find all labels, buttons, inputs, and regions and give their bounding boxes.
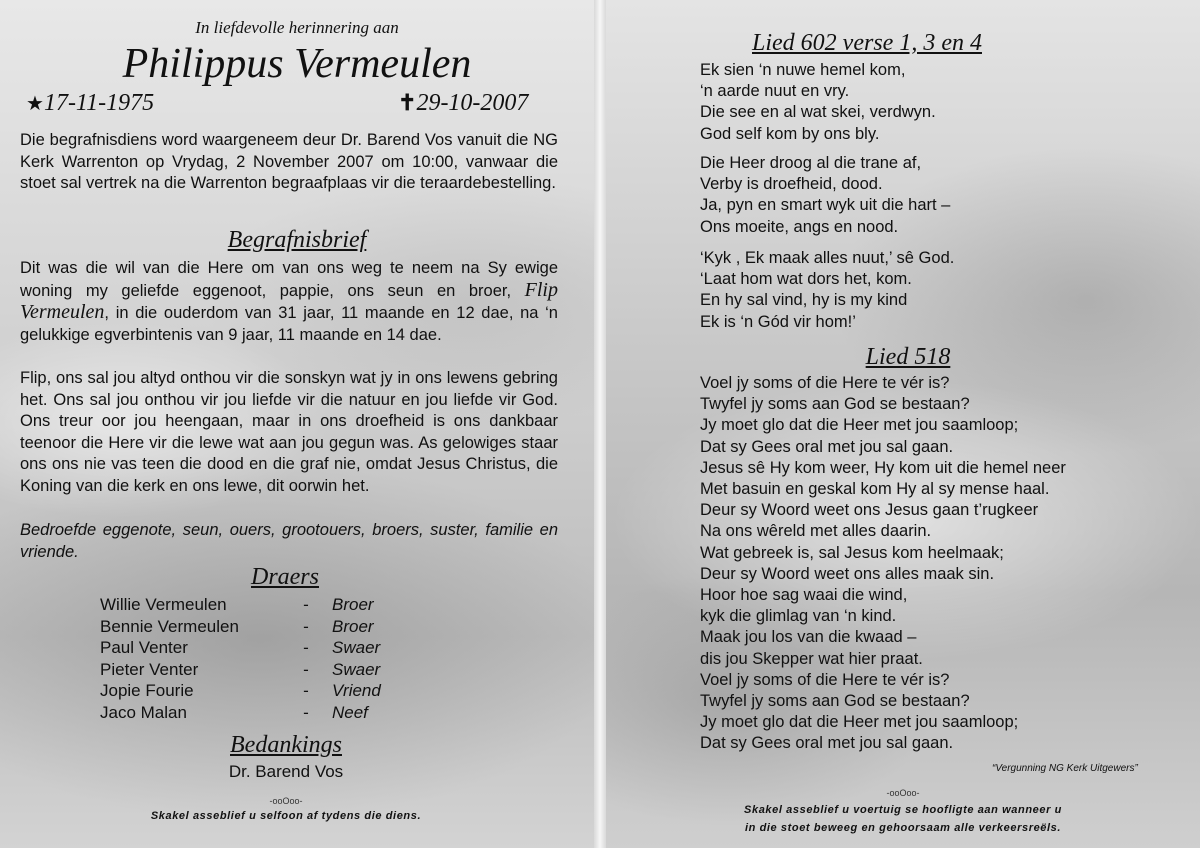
- bearer-name: Jopie Fourie: [100, 681, 194, 701]
- bearer-name: Jaco Malan: [100, 702, 187, 722]
- verse-line: Die Heer droog al die trane af,: [700, 154, 922, 172]
- verse-line: Deur sy Woord weet ons alles maak sin.: [700, 564, 995, 583]
- bearer-row: [100, 702, 381, 724]
- verse-line: Na ons wêreld met alles daarin.: [700, 522, 932, 541]
- bearer-dash: -: [303, 681, 309, 701]
- verse-line: Dat sy Gees oral met jou sal gaan.: [700, 437, 954, 456]
- thanks-heading: Bedankings: [230, 732, 342, 758]
- phone-notice: Skakel asseblief u selfoon af tydens die diens.: [150, 810, 422, 822]
- bearer-relation: Swaer: [332, 659, 381, 679]
- verse-line: ‘n aarde nuut en vry.: [700, 82, 850, 101]
- deceased-name: Philippus Vermeulen: [122, 41, 472, 87]
- bearer-relation: Broer: [332, 595, 374, 614]
- verse-line: Twyfel jy soms aan God se bestaan?: [700, 692, 970, 711]
- bearers-table: [100, 594, 381, 724]
- letter-text-part2: , in die ouderdom van 31 jaar, 11 maande en 12 dae, na ‘n gelukkige egverbintenis van 9 jaar, 11 maande en 14 dae.: [20, 304, 558, 344]
- bearer-dash: -: [303, 659, 309, 679]
- bearer-name: Pieter Venter: [100, 659, 199, 679]
- letter-heading: Begrafnisbrief: [227, 227, 367, 253]
- verse-line: dis jou Skepper wat hier praat.: [700, 649, 923, 668]
- thanks-name: Dr. Barend Vos: [228, 762, 344, 781]
- bearer-dash: -: [303, 616, 309, 636]
- death-date: [398, 90, 528, 117]
- service-intro: Die begrafnisdiens word waargeneem deur Dr. Barend Vos vanuit die NG Kerk Warrenton op Vrydag, 2 November 2007 om 10:00, vanwaar die stoet sal vertrek na die Warrenton begraafplaas vir die teraardebestelling.: [20, 131, 558, 193]
- birth-date: [26, 90, 154, 117]
- bearer-row: [100, 616, 381, 638]
- bearer-row: [100, 594, 381, 616]
- hymn-518-verses: [700, 373, 1066, 755]
- hymn-602-stanza-2: [700, 153, 950, 238]
- bearer-relation: Vriend: [332, 681, 381, 701]
- left-panel: [0, 0, 594, 848]
- bearer-row: [100, 680, 381, 702]
- bearer-dash: -: [303, 595, 309, 614]
- verse-line: Voel jy soms of die Here te vér is?: [700, 670, 950, 689]
- ornament-divider: -ooOoo-: [269, 796, 303, 806]
- bearer-dash: -: [303, 638, 309, 658]
- memorial-subtitle: In liefdevolle herinnering aan: [195, 18, 399, 37]
- traffic-notice-line-1: Skakel asseblief u voertuig se hoofligte aan wanneer u: [744, 804, 1062, 816]
- verse-line: Twyfel jy soms aan God se bestaan?: [700, 395, 970, 414]
- death-date-text: 29-10-2007: [416, 90, 529, 116]
- page-fold: [594, 0, 606, 848]
- letter-text-part1: Dit was die wil van die Here om van ons weg te neem na Sy ewige woning my geliefde eggenoot, pappie, ons seun en broer,: [20, 259, 558, 300]
- bearers-heading: Draers: [250, 564, 319, 590]
- verse-line: Deur sy Woord weet ons Jesus gaan t’rugkeer: [700, 501, 1039, 520]
- bearer-name: Paul Venter: [100, 638, 188, 658]
- bearer-relation: Swaer: [332, 638, 381, 658]
- birth-date-text: 17-11-1975: [43, 90, 155, 116]
- verse-line: kyk die glimlag van ‘n kind.: [700, 607, 897, 626]
- bearer-relation: Neef: [332, 702, 368, 722]
- verse-line: ‘Kyk , Ek maak alles nuut,’ sê God.: [700, 249, 955, 267]
- hymn-602-stanza-1: [700, 60, 936, 145]
- bearer-row: [100, 637, 381, 659]
- ornament-divider: -ooOoo-: [886, 788, 920, 798]
- bearer-row: [100, 659, 381, 681]
- permission-note: “Vergunning NG Kerk Uitgewers”: [992, 763, 1138, 774]
- verse-line: Met basuin en geskal kom Hy al sy mense haal.: [700, 480, 1050, 499]
- verse-line: God self kom by ons bly.: [700, 124, 880, 143]
- bearer-name: Bennie Vermeulen: [100, 616, 239, 636]
- verse-line: Ek is ‘n Gód vir hom!’: [700, 312, 856, 331]
- letter-flip-name: Flip Vermeulen: [20, 278, 558, 324]
- verse-line: Ons moeite, angs en nood.: [700, 217, 899, 236]
- bearer-name: Willie Vermeulen: [100, 595, 227, 614]
- verse-line: Verby is droefheid, dood.: [700, 175, 883, 194]
- verse-line: Ja, pyn en smart wyk uit die hart –: [700, 196, 951, 215]
- letter-paragraph-2: Flip, ons sal jou altyd onthou vir die sonskyn wat jy in ons lewens gebring het. Ons sal jou onthou vir jou liefde vir die natuur en jou liefde vir God. Ons treur oor jou heengaan, maar in ons droefheid is ons dankbaar teenoor die Here vir die lewe wat aan jou gegun was. As gelowiges staar ons ons nie vas teen die dood en die graf nie, omdat Jesus Christus, die Koning van die kerk en ons lewe, dit oorwin het.: [20, 369, 558, 495]
- verse-line: Jesus sê Hy kom weer, Hy kom uit die hemel neer: [700, 458, 1066, 477]
- verse-line: Die see en al wat skei, verdwyn.: [700, 103, 936, 122]
- verse-line: Jy moet glo dat die Heer met jou saamloop;: [700, 713, 1019, 732]
- verse-line: Jy moet glo dat die Heer met jou saamloop;: [700, 416, 1019, 435]
- verse-line: Dat sy Gees oral met jou sal gaan.: [700, 734, 954, 753]
- funeral-letter: [20, 258, 558, 346]
- hymn-602-heading: Lied 602 verse 1, 3 en 4: [752, 30, 982, 56]
- star-icon: ★: [26, 93, 44, 115]
- verse-line: Hoor hoe sag waai die wind,: [700, 586, 908, 605]
- cross-icon: ✝: [398, 90, 417, 115]
- verse-line: Wat gebreek is, sal Jesus kom heelmaak;: [700, 543, 1004, 562]
- bearer-dash: -: [303, 702, 309, 722]
- hymn-518-heading: Lied 518: [865, 344, 951, 370]
- traffic-notice-line-2: in die stoet beweeg en gehoorsaam alle verkeersreëls.: [744, 822, 1062, 834]
- mourners-line: Bedroefde eggenote, seun, ouers, grootouers, broers, suster, familie en vriende.: [20, 521, 558, 561]
- verse-line: Voel jy soms of die Here te vér is?: [700, 374, 950, 392]
- hymn-602-stanza-3: [700, 248, 954, 333]
- bearer-relation: Broer: [332, 616, 374, 636]
- right-panel: [606, 0, 1200, 848]
- verse-line: Maak jou los van die kwaad –: [700, 628, 917, 647]
- verse-line: Ek sien ‘n nuwe hemel kom,: [700, 61, 906, 79]
- verse-line: ‘Laat hom wat dors het, kom.: [700, 270, 912, 289]
- verse-line: En hy sal vind, hy is my kind: [700, 291, 908, 310]
